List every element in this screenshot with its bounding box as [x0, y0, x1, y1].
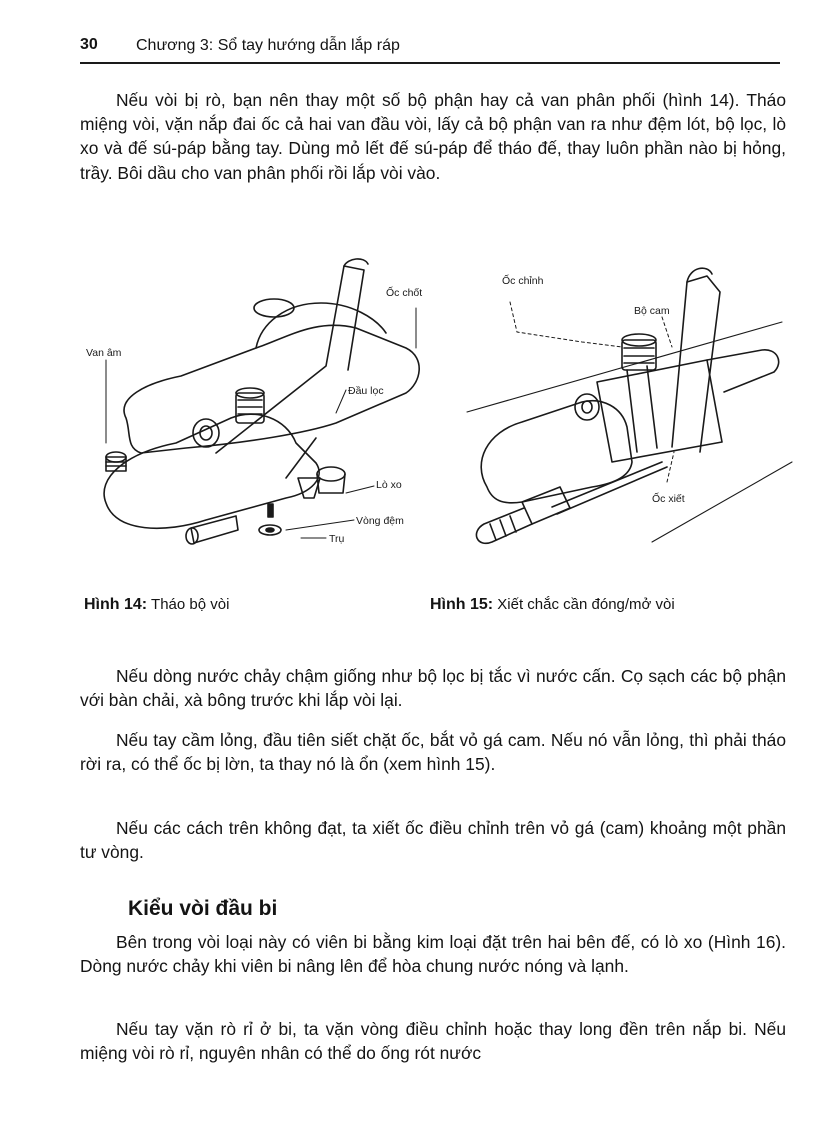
paragraph-leak-repair: Nếu vòi bị rò, bạn nên thay một số bộ phận hay cả van phân phối (hình 14). Tháo miệng vòi, vặn nắp đai ốc cả hai van đầu vòi, lấy cả bộ phận van ra như đệm lót, bộ lọc, lò xo và đế sú-páp bằng tay. Dùng mỏ lết đế sú-páp để tháo đế, thay luôn phần nào bị hỏng, trầy. Bôi dầu cho van phân phối rồi lắp vòi vào. — [80, 90, 786, 183]
paragraph-ball-leak: Nếu tay vặn rò rỉ ở bi, ta vặn vòng điều chỉnh hoặc thay long đền trên nắp bi. Nếu miệng vòi rò rỉ, nguyên nhân có thể do ống rót nước — [80, 1019, 786, 1064]
chapter-title: Chương 3: Sổ tay hướng dẫn lắp ráp — [136, 37, 400, 54]
faucet-body-drawing — [104, 259, 419, 544]
figure-14-caption-label: Hình 14: — [84, 596, 148, 613]
label-oc-chinh: Ốc chỉnh — [502, 275, 544, 287]
paragraph-adjust-screw: Nếu các cách trên không đạt, ta xiết ốc điều chỉnh trên vỏ gá (cam) khoảng một phần tư vòng. — [80, 818, 786, 863]
figure-14-caption-text: Tháo bộ vòi — [151, 596, 230, 613]
paragraph-slow-flow: Nếu dòng nước chảy chậm giống như bộ lọc bị tắc vì nước cấn. Cọ sạch các bộ phận với bàn chải, xà bông trước khi lắp vòi lại. — [80, 666, 786, 711]
label-lo-xo: Lò xo — [376, 479, 402, 491]
figure-15-caption — [430, 596, 675, 614]
label-dau-loc: Đầu lọc — [348, 385, 384, 397]
paragraph-loose-handle: Nếu tay cầm lỏng, đầu tiên siết chặt ốc, bắt vỏ gá cam. Nếu nó vẫn lỏng, thì phải tháo rời ra, có thể ốc bị lờn, ta thay nó là ổn (xem hình 15). — [80, 730, 786, 775]
label-oc-chot: Ốc chốt — [386, 287, 423, 299]
page-header — [80, 36, 780, 64]
figure-15-caption-label: Hình 15: — [430, 596, 494, 613]
label-vong-dem: Vòng đệm — [356, 515, 404, 527]
figure-15-illustration — [462, 262, 792, 562]
section-heading: Kiểu vòi đầu bi — [128, 897, 278, 920]
page-number: 30 — [80, 36, 98, 53]
label-bo-cam: Bộ cam — [634, 305, 670, 317]
figure-14-illustration — [86, 248, 436, 580]
label-van-am: Van âm — [86, 347, 122, 359]
figure-15-caption-text: Xiết chắc cần đóng/mở vòi — [497, 596, 675, 613]
paragraph-ball-faucet: Bên trong vòi loại này có viên bi bằng kim loại đặt trên hai bên đế, có lò xo (Hình 16). Dòng nước chảy khi viên bi nâng lên để hòa chung nước nóng và lạnh. — [80, 932, 786, 977]
faucet-handle-drawing — [467, 268, 792, 543]
label-tru: Trụ — [329, 533, 345, 545]
figure-14-caption — [84, 596, 229, 614]
label-oc-xiet: Ốc xiết — [652, 493, 685, 505]
